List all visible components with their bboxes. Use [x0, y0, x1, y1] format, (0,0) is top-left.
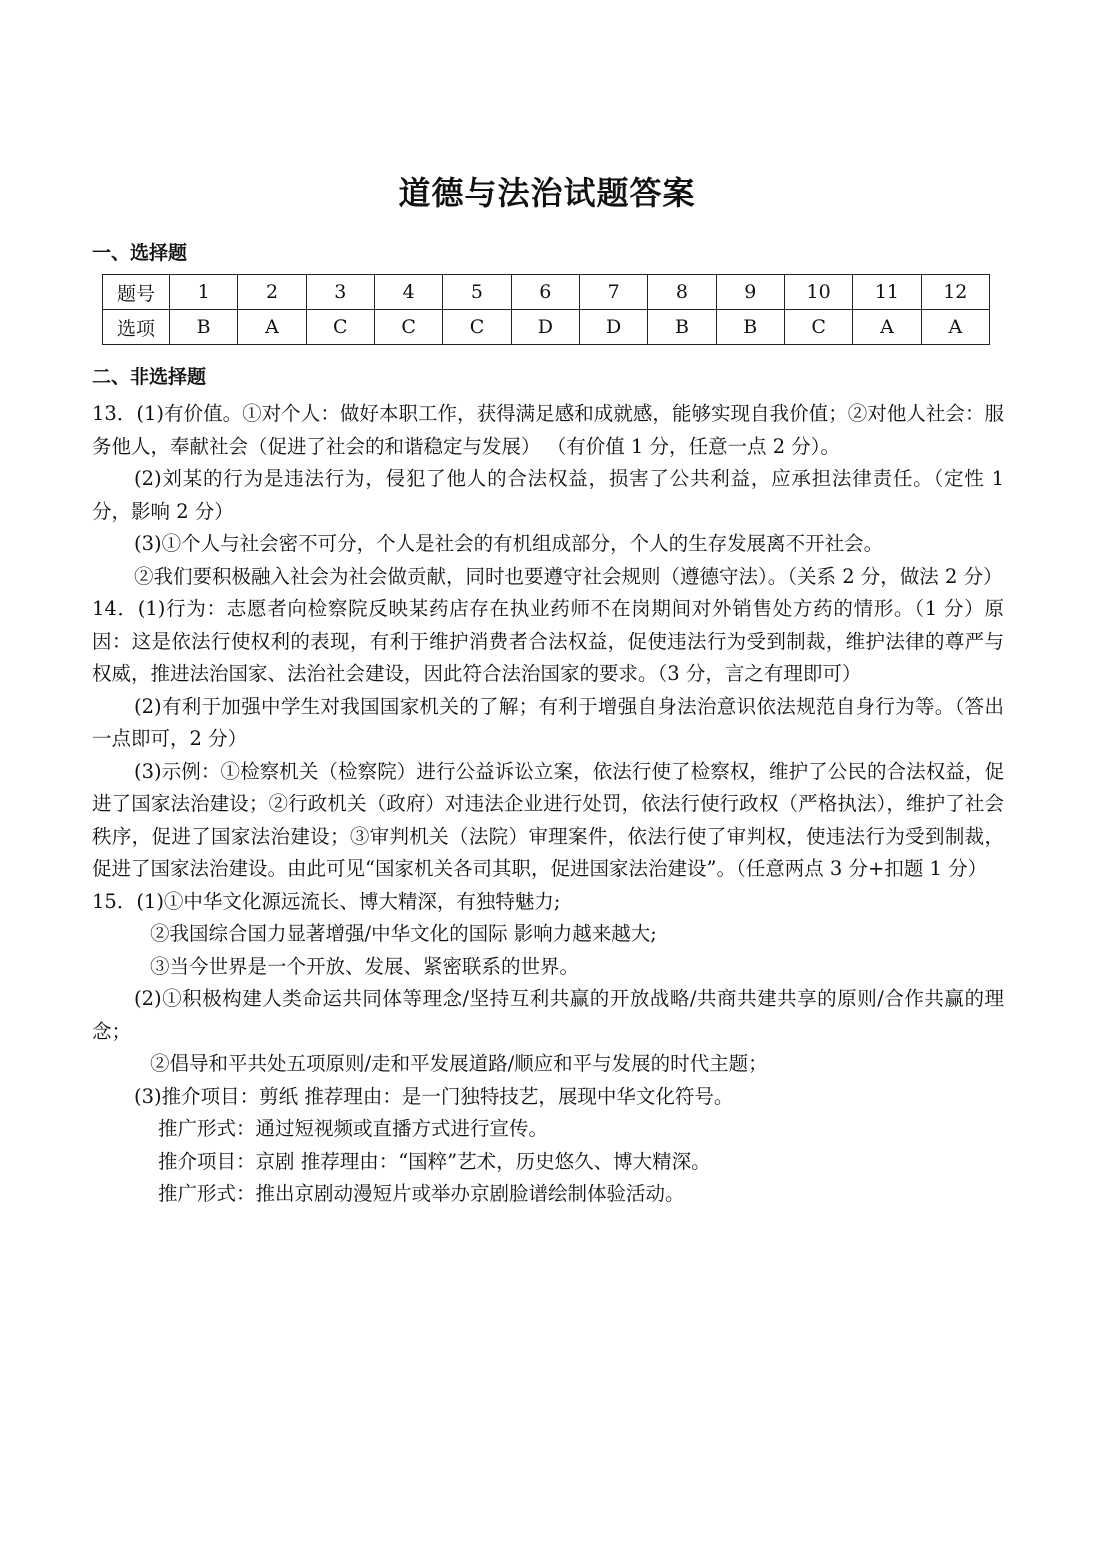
answer-cell: C: [306, 310, 374, 345]
answer-cell: B: [716, 310, 784, 345]
answer-paragraph: 15．(1)①中华文化源远流长、博大精深，有独特魅力;: [92, 889, 561, 913]
answer-cell: D: [579, 310, 647, 345]
table-header-cell: 题号: [103, 275, 170, 310]
answer-cell: D: [511, 310, 579, 345]
answer-paragraph: (3)示例：①检察机关（检察院）进行公益诉讼立案，依法行使了检察权，维护了公民的合法权益，促进了国家法治建设；②行政机关（政府）对违法企业进行处罚，依法行使行政权（严格执法），维护了社会秩序，促进了国家法治建设；③审判机关（法院）审理案件，依法行使了审判权，使违法行为受到制裁，促进了国家法治建设。由此可见“国家机关各司其职，促进国家法治建设”。（任意两点 3 分+扣题 1 分）: [92, 759, 1004, 880]
answer-table-row-answers: [103, 310, 990, 345]
question-number-cell: 11: [853, 275, 921, 310]
answer-cell: C: [443, 310, 511, 345]
answer-cell: A: [238, 310, 306, 345]
answer-paragraph: (3)推介项目：剪纸 推荐理由：是一门独特技艺，展现中华文化符号。: [134, 1084, 734, 1108]
question-number-cell: 2: [238, 275, 306, 310]
answer-cell: A: [921, 310, 989, 345]
answer-cell: C: [784, 310, 852, 345]
answer-paragraph: (2)刘某的行为是违法行为，侵犯了他人的合法权益，损害了公共利益，应承担法律责任。（定性 1 分，影响 2 分）: [92, 467, 1004, 523]
answer-paragraph: ③当今世界是一个开放、发展、紧密联系的世界。: [150, 954, 580, 978]
answer-cell: B: [170, 310, 238, 345]
answer-paragraph: ②我国综合国力显著增强/中华文化的国际 影响力越来越大;: [150, 922, 657, 945]
answer-paragraph: (2)①积极构建人类命运共同体等理念/坚持互利共赢的开放战略/共商共建共享的原则/合作共赢的理念；: [92, 987, 1004, 1043]
question-number-cell: 4: [374, 275, 442, 310]
question-number-cell: 6: [511, 275, 579, 310]
answer-paragraph: (2)有利于加强中学生对我国国家机关的了解；有利于增强自身法治意识依法规范自身行为等。（答出一点即可，2 分）: [92, 694, 1004, 750]
table-header-cell: 选项: [103, 310, 170, 345]
question-number-cell: 9: [716, 275, 784, 310]
section-heading-multiple-choice: 一、选择题: [92, 242, 188, 264]
answer-paragraph: ②我们要积极融入社会为社会做贡献，同时也要遵守社会规则（遵德守法）。（关系 2 分，做法 2 分）: [134, 564, 1003, 588]
question-number-cell: 5: [443, 275, 511, 310]
answer-body: [92, 398, 1004, 1211]
answer-paragraph: 13．(1)有价值。①对个人：做好本职工作，获得满足感和成就感，能够实现自我价值；②对他人社会：服务他人，奉献社会（促进了社会的和谐稳定与发展） （有价值 1 分，任意一点 2 分）。: [92, 402, 1004, 458]
answer-paragraph: 推介项目：京剧 推荐理由：“国粹”艺术，历史悠久、博大精深。: [158, 1149, 711, 1173]
answer-table-row-numbers: [103, 275, 990, 310]
question-number-cell: 1: [170, 275, 238, 310]
question-number-cell: 12: [921, 275, 989, 310]
answer-cell: A: [853, 310, 921, 345]
answer-cell: C: [374, 310, 442, 345]
answer-paragraph: ②倡导和平共处五项原则/走和平发展道路/顺应和平与发展的时代主题；: [150, 1052, 768, 1075]
question-number-cell: 8: [648, 275, 716, 310]
answer-table: [102, 274, 990, 345]
question-number-cell: 7: [579, 275, 647, 310]
page-title: 道德与法治试题答案: [398, 174, 696, 212]
answer-paragraph: 推广形式：通过短视频或直播方式进行宣传。: [158, 1117, 549, 1140]
answer-paragraph: 14．(1)行为：志愿者向检察院反映某药店存在执业药师不在岗期间对外销售处方药的情形。（1 分）原因：这是依法行使权利的表现，有利于维护消费者合法权益，促使违法行为受到制裁，维护法律的尊严与权威，推进法治国家、法治社会建设，因此符合法治国家的要求。（3 分，言之有理即可）: [92, 597, 1004, 685]
answer-paragraph: 推广形式：推出京剧动漫短片或举办京剧脸谱绘制体验活动。: [158, 1182, 685, 1205]
section-heading-non-choice: 二、非选择题: [92, 366, 207, 388]
answer-paragraph: (3)①个人与社会密不可分，个人是社会的有机组成部分，个人的生存发展离不开社会。: [134, 532, 884, 555]
question-number-cell: 3: [306, 275, 374, 310]
question-number-cell: 10: [784, 275, 852, 310]
answer-cell: B: [648, 310, 716, 345]
